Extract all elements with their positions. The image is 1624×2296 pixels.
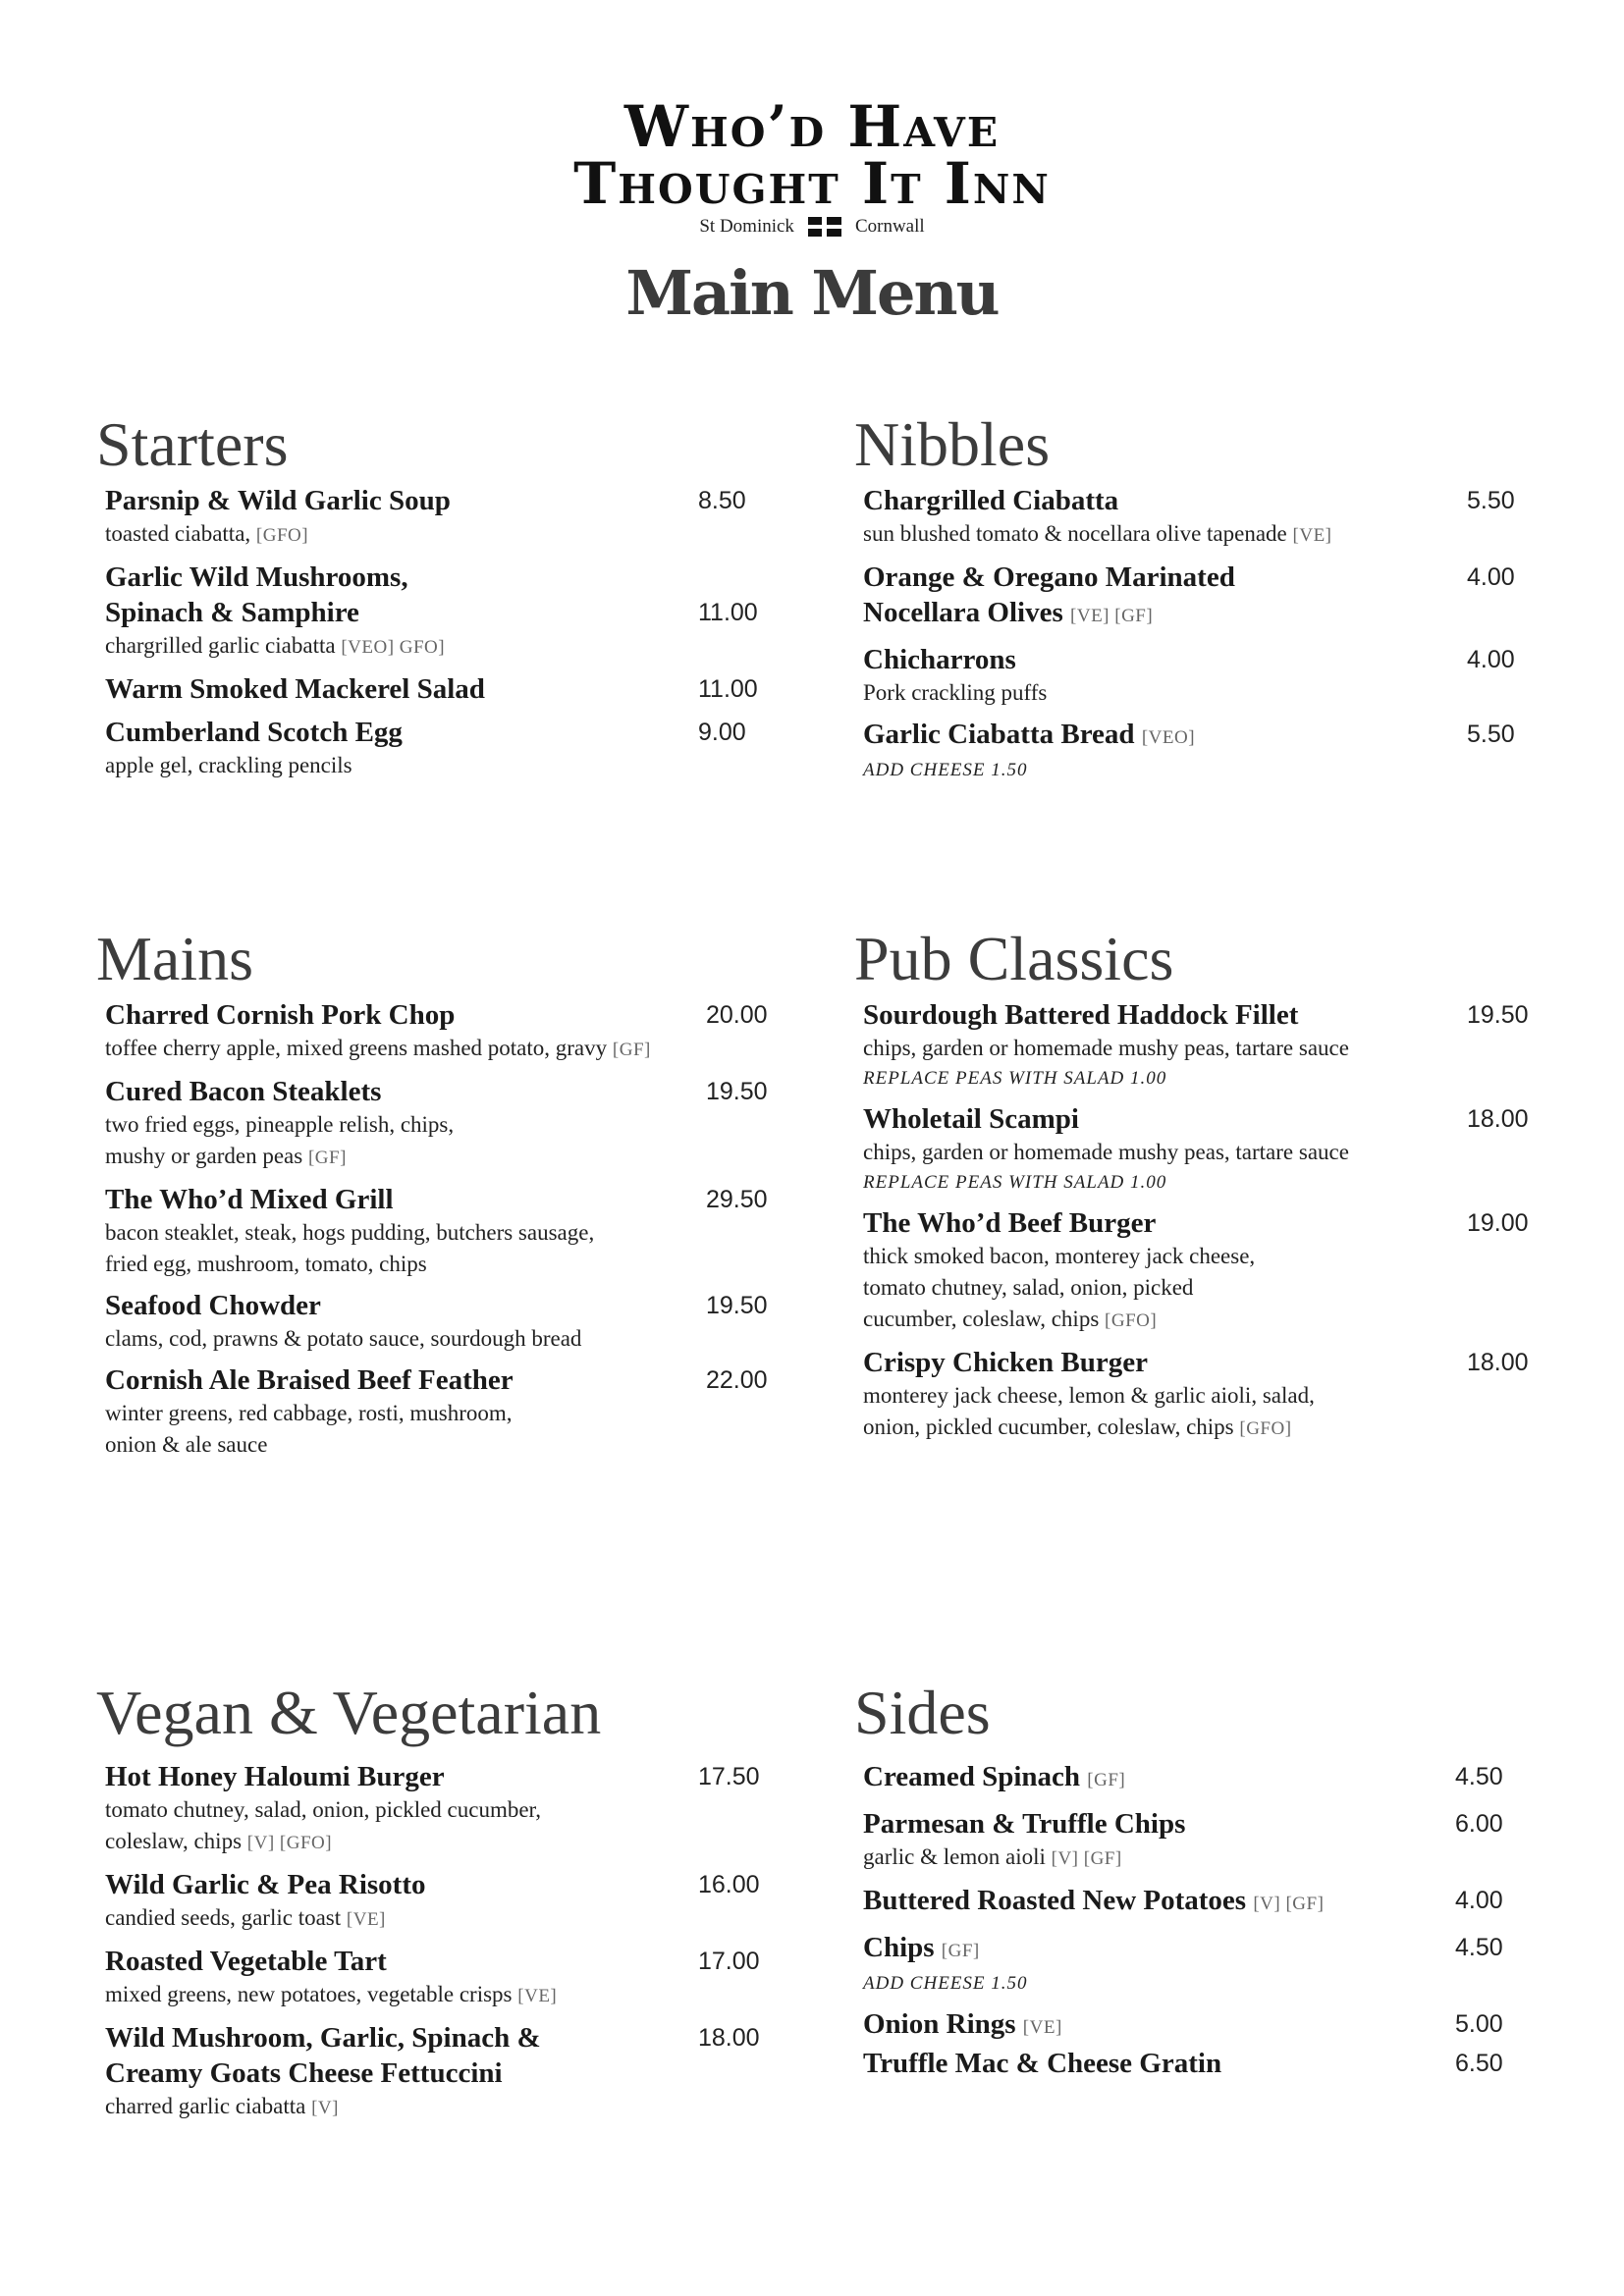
- item-name: Parmesan & Truffle Chips: [863, 1808, 1186, 1840]
- item-price: 19.50: [706, 1292, 768, 1319]
- item-price: 4.50: [1455, 1763, 1503, 1790]
- item-name: Creamed Spinach [GF]: [863, 1761, 1126, 1792]
- item-name: The Who’d Mixed Grill: [105, 1184, 394, 1215]
- item-name: Wild Garlic & Pea Risotto: [105, 1869, 426, 1900]
- item-name: The Who’d Beef Burger: [863, 1207, 1157, 1239]
- menu-item: [863, 1205, 1542, 1337]
- menu-item: [105, 671, 784, 707]
- item-price: 4.50: [1455, 1934, 1503, 1961]
- dietary-tag: [VE]: [1292, 525, 1332, 546]
- item-description: garlic & lemon aioli [V] [GF]: [863, 1844, 1122, 1869]
- item-description-cont: mushy or garden peas [GF]: [105, 1144, 347, 1168]
- item-price: 6.50: [1455, 2050, 1503, 2077]
- item-name: Crispy Chicken Burger: [863, 1347, 1148, 1378]
- item-name: Roasted Vegetable Tart: [105, 1946, 387, 1977]
- item-name: Cumberland Scotch Egg: [105, 717, 403, 748]
- item-name-cont: Creamy Goats Cheese Fettuccini: [105, 2057, 503, 2089]
- item-description: winter greens, red cabbage, rosti, mushroom,: [105, 1401, 513, 1425]
- item-description: chargrilled garlic ciabatta [VEO] GFO]: [105, 633, 446, 658]
- menu-item: [105, 997, 784, 1066]
- section-pub-classics: [854, 925, 1542, 1453]
- menu-item: [863, 1101, 1542, 1198]
- item-name: Cornish Ale Braised Beef Feather: [105, 1364, 514, 1396]
- menu-item: [105, 1944, 784, 2012]
- item-name: Parsnip & Wild Garlic Soup: [105, 485, 451, 516]
- menu-item: [863, 997, 1542, 1094]
- item-name: Garlic Ciabatta Bread [VEO]: [863, 719, 1196, 750]
- section-vegan-vegetarian: [96, 1679, 784, 2132]
- item-price: 18.00: [1467, 1349, 1529, 1376]
- item-name: Wild Mushroom, Garlic, Spinach &: [105, 2022, 541, 2054]
- menu-item: [863, 1806, 1542, 1875]
- item-description: bacon steaklet, steak, hogs pudding, butchers sausage,: [105, 1220, 595, 1245]
- item-description: monterey jack cheese, lemon & garlic aioli, salad,: [863, 1383, 1315, 1408]
- item-price: 6.00: [1455, 1810, 1503, 1838]
- item-price: 19.50: [1467, 1001, 1529, 1029]
- item-price: 4.00: [1455, 1887, 1503, 1914]
- dietary-tag: [GF]: [612, 1040, 651, 1060]
- item-price: 4.00: [1467, 563, 1515, 591]
- section-heading: Sides: [854, 1678, 991, 1747]
- menu-item: [863, 2006, 1542, 2046]
- item-price: 11.00: [698, 599, 758, 626]
- item-description: toasted ciabatta, [GFO]: [105, 521, 309, 546]
- menu-item: [105, 560, 784, 664]
- menu-item: [863, 1759, 1542, 1798]
- section-heading: Nibbles: [854, 409, 1051, 479]
- item-name: Wholetail Scampi: [863, 1103, 1079, 1135]
- menu-item: [105, 2020, 784, 2124]
- item-description-cont: fried egg, mushroom, tomato, chips: [105, 1252, 427, 1276]
- menu-item: [863, 1930, 1542, 1999]
- item-description: sun blushed tomato & nocellara olive tapenade [VE]: [863, 521, 1332, 546]
- item-price: 17.00: [698, 1948, 760, 1975]
- item-name: Orange & Oregano Marinated: [863, 561, 1235, 593]
- dietary-tag: [GFO]: [1105, 1310, 1158, 1331]
- menu-item: [863, 560, 1542, 634]
- item-price: 19.50: [706, 1078, 768, 1105]
- item-name: Chargrilled Ciabatta: [863, 485, 1119, 516]
- menu-item: [863, 1345, 1542, 1445]
- item-name: Sourdough Battered Haddock Fillet: [863, 999, 1299, 1031]
- item-name: Seafood Chowder: [105, 1290, 321, 1321]
- menu-item: [105, 1362, 784, 1461]
- menu-item: [105, 1074, 784, 1174]
- item-name: Hot Honey Haloumi Burger: [105, 1761, 445, 1792]
- menu-title: Main Menu: [625, 257, 999, 329]
- menu-item: [863, 2046, 1542, 2081]
- item-price: 4.00: [1467, 646, 1515, 673]
- dietary-tag: [VEO] GFO]: [341, 637, 446, 658]
- menu-item: [863, 483, 1542, 552]
- cornish-flag-icon: [808, 217, 841, 237]
- item-price: 8.50: [698, 487, 746, 514]
- section-heading: Vegan & Vegetarian: [96, 1678, 602, 1747]
- dietary-tag: [GFO]: [1239, 1418, 1292, 1439]
- location: [0, 216, 1624, 238]
- item-price: 5.00: [1455, 2010, 1503, 2038]
- section-heading: Starters: [96, 409, 289, 479]
- item-note: ADD CHEESE 1.50: [863, 1973, 1028, 1994]
- item-name: Garlic Wild Mushrooms,: [105, 561, 408, 593]
- item-price: 9.00: [698, 719, 746, 746]
- menu-header: [0, 93, 1624, 329]
- item-price: 22.00: [706, 1366, 768, 1394]
- item-price: 5.50: [1467, 721, 1515, 748]
- item-name: Buttered Roasted New Potatoes [V] [GF]: [863, 1885, 1325, 1916]
- item-name: Cured Bacon Steaklets: [105, 1076, 382, 1107]
- item-price: 17.50: [698, 1763, 760, 1790]
- inn-name-line-2: Thought It Inn: [573, 150, 1051, 217]
- inn-name-line-1: Who’d Have: [623, 93, 1001, 160]
- dietary-tag: [GF]: [1087, 1770, 1126, 1790]
- menu-item: [105, 483, 784, 552]
- dietary-tag: [V]: [311, 2098, 339, 2118]
- item-price: 11.00: [698, 675, 758, 703]
- item-note: ADD CHEESE 1.50: [863, 760, 1028, 780]
- menu-item: [105, 1759, 784, 1859]
- item-description: thick smoked bacon, monterey jack cheese,: [863, 1244, 1256, 1268]
- item-name: Warm Smoked Mackerel Salad: [105, 673, 485, 705]
- menu-item: [105, 1867, 784, 1936]
- item-description-cont: tomato chutney, salad, onion, picked: [863, 1275, 1194, 1300]
- menu-item: [105, 715, 784, 781]
- item-description: charred garlic ciabatta [V]: [105, 2094, 339, 2118]
- section-heading: Mains: [96, 924, 253, 993]
- section-nibbles: [854, 410, 1542, 793]
- item-name: Charred Cornish Pork Chop: [105, 999, 456, 1031]
- item-description-cont: onion & ale sauce: [105, 1432, 268, 1457]
- item-description: chips, garden or homemade mushy peas, tartare sauce: [863, 1036, 1349, 1060]
- item-name: Onion Rings [VE]: [863, 2008, 1062, 2040]
- section-heading: Pub Classics: [854, 924, 1174, 993]
- dietary-tag: [V] [GFO]: [246, 1833, 333, 1853]
- menu-item: [863, 642, 1542, 709]
- item-name: Chips [GF]: [863, 1932, 980, 1963]
- dietary-tag: [GFO]: [255, 525, 309, 546]
- item-description: candied seeds, garlic toast [VE]: [105, 1905, 386, 1930]
- item-name: Chicharrons: [863, 644, 1016, 675]
- item-description: clams, cod, prawns & potato sauce, sourdough bread: [105, 1326, 582, 1351]
- dietary-tag: [VE]: [517, 1986, 558, 2006]
- menu-item: [105, 1182, 784, 1280]
- dietary-tag: [V] [GF]: [1253, 1894, 1325, 1914]
- section-sides: [854, 1679, 1542, 2089]
- item-description-cont: cucumber, coleslaw, chips [GFO]: [863, 1307, 1158, 1331]
- item-price: 19.00: [1467, 1209, 1529, 1237]
- dietary-tag: [VE]: [1022, 2017, 1062, 2038]
- item-note: REPLACE PEAS WITH SALAD 1.00: [863, 1172, 1167, 1193]
- location-right: Cornwall: [854, 216, 925, 237]
- item-description: apple gel, crackling pencils: [105, 753, 352, 777]
- item-price: 16.00: [698, 1871, 760, 1898]
- dietary-tag: [VE] [GF]: [1070, 606, 1154, 626]
- dietary-tag: [VE]: [346, 1909, 386, 1930]
- item-description: toffee cherry apple, mixed greens mashed potato, gravy [GF]: [105, 1036, 651, 1060]
- item-price: 20.00: [706, 1001, 768, 1029]
- item-description: tomato chutney, salad, onion, pickled cucumber,: [105, 1797, 542, 1822]
- item-description-cont: onion, pickled cucumber, coleslaw, chips [GFO]: [863, 1415, 1292, 1439]
- item-description: chips, garden or homemade mushy peas, tartare sauce: [863, 1140, 1349, 1164]
- dietary-tag: [GF]: [941, 1941, 980, 1961]
- dietary-tag: [GF]: [307, 1148, 347, 1168]
- item-price: 5.50: [1467, 487, 1515, 514]
- dietary-tag: [V] [GF]: [1051, 1848, 1122, 1869]
- item-name: Truffle Mac & Cheese Gratin: [863, 2048, 1222, 2079]
- location-left: St Dominick: [699, 216, 794, 237]
- item-name-cont: Spinach & Samphire: [105, 597, 359, 628]
- item-price: 18.00: [1467, 1105, 1529, 1133]
- item-price: 18.00: [698, 2024, 760, 2052]
- item-description-cont: coleslaw, chips [V] [GFO]: [105, 1829, 333, 1853]
- item-name-cont: Nocellara Olives [VE] [GF]: [863, 597, 1154, 628]
- menu-item: [863, 1883, 1542, 1922]
- dietary-tag: [VEO]: [1141, 727, 1196, 748]
- item-note: REPLACE PEAS WITH SALAD 1.00: [863, 1068, 1167, 1089]
- item-price: 29.50: [706, 1186, 768, 1213]
- item-description: Pork crackling puffs: [863, 680, 1048, 705]
- menu-item: [105, 1288, 784, 1355]
- section-mains: [96, 925, 784, 1468]
- menu-item: [863, 717, 1542, 785]
- section-starters: [96, 410, 784, 789]
- item-description: two fried eggs, pineapple relish, chips,: [105, 1112, 455, 1137]
- item-description: mixed greens, new potatoes, vegetable crisps [VE]: [105, 1982, 558, 2006]
